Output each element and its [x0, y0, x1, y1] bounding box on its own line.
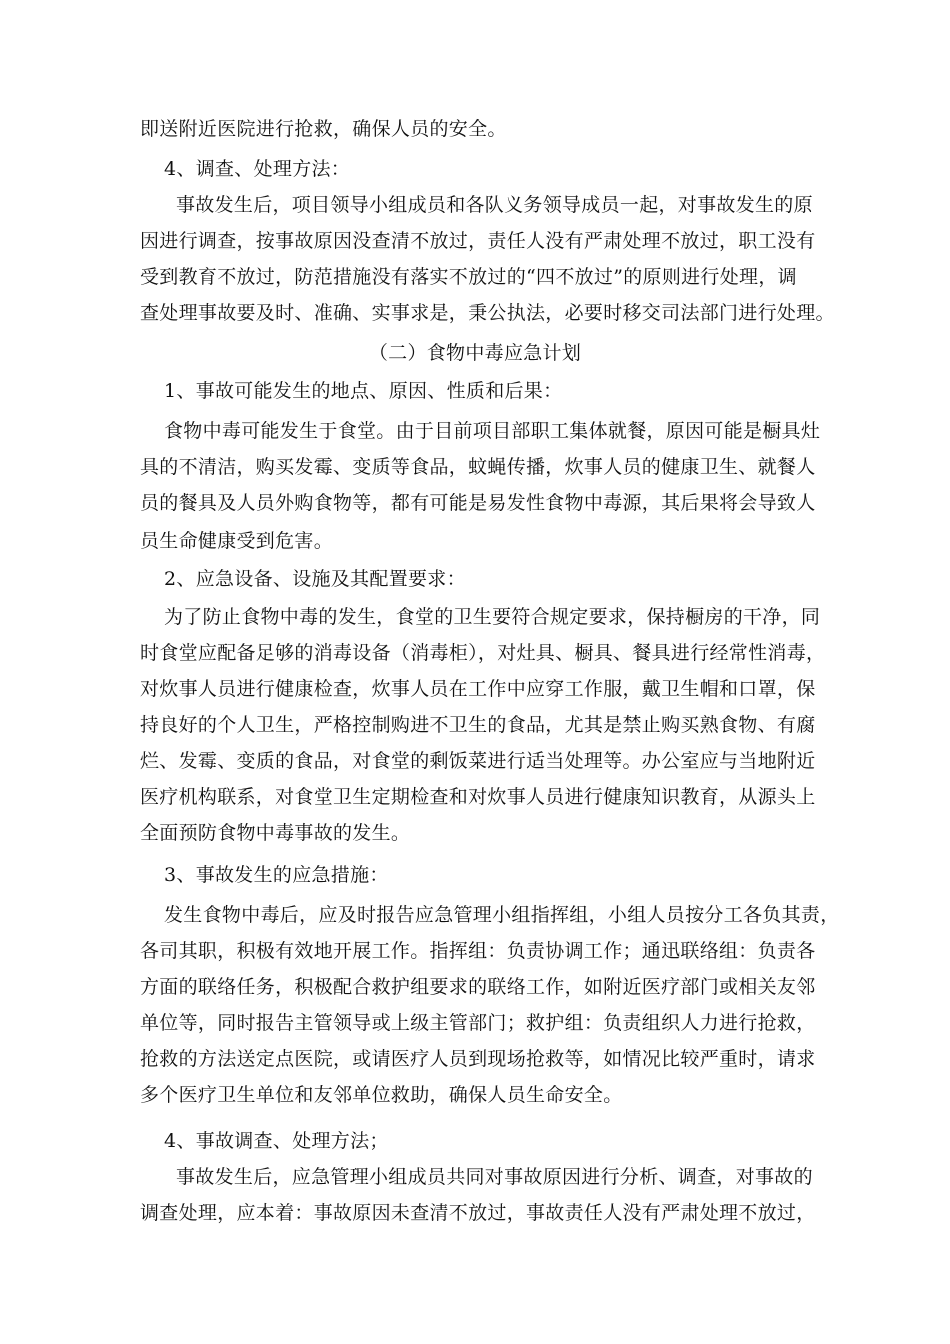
paragraph-line: 食物中毒可能发生于食堂。由于目前项目部职工集体就餐，原因可能是橱具灶 [164, 420, 821, 442]
paragraph-line: 对炊事人员进行健康检查，炊事人员在工作中应穿工作服，戴卫生帽和口罩，保 [140, 678, 816, 700]
paragraph-line: 发生食物中毒后，应及时报告应急管理小组指挥组，小组人员按分工各负其责， [164, 904, 840, 926]
paragraph-line: 调查处理，应本着：事故原因未查清不放过，事故责任人没有严肃处理不放过， [140, 1202, 816, 1224]
paragraph-line: 单位等，同时报告主管领导或上级主管部门；救护组：负责组织人力进行抢救， [140, 1012, 816, 1034]
paragraph-line: 因进行调查，按事故原因没查清不放过，责任人没有严肃处理不放过，职工没有 [140, 230, 816, 252]
paragraph-line: 即送附近医院进行抢救，确保人员的安全。 [140, 118, 507, 140]
paragraph-line: 员生命健康受到危害。 [140, 530, 334, 552]
section-heading: 2、应急设备、设施及其配置要求： [164, 568, 466, 590]
paragraph-line: 员的餐具及人员外购食物等，都有可能是易发性食物中毒源，其后果将会导致人 [140, 492, 816, 514]
paragraph-line: 各司其职，积极有效地开展工作。指挥组：负责协调工作；通迅联络组：负责各 [140, 940, 816, 962]
section-heading: 4、调查、处理方法： [164, 158, 351, 180]
paragraph-line: 受到教育不放过，防范措施没有落实不放过的“四不放过”的原则进行处理，调 [140, 266, 797, 288]
paragraph-line: 医疗机构联系，对食堂卫生定期检查和对炊事人员进行健康知识教育，从源头上 [140, 786, 816, 808]
section-heading: 3、事故发生的应急措施： [164, 864, 389, 886]
paragraph-line: 全面预防食物中毒事故的发生。 [140, 822, 411, 844]
paragraph-line: 烂、发霉、变质的食品，对食堂的剩饭菜进行适当处理等。办公室应与当地附近 [140, 750, 816, 772]
paragraph-line: 事故发生后，项目领导小组成员和各队义务领导成员一起，对事故发生的原 [176, 194, 813, 216]
paragraph-line: 抢救的方法送定点医院，或请医疗人员到现场抢救等，如情况比较严重时，请求 [140, 1048, 816, 1070]
paragraph-line: 持良好的个人卫生，严格控制购进不卫生的食品，尤其是禁止购买熟食物、有腐 [140, 714, 816, 736]
paragraph-line: 多个医疗卫生单位和友邻单位救助，确保人员生命安全。 [140, 1084, 623, 1106]
paragraph-line: 查处理事故要及时、准确、实事求是，秉公执法，必要时移交司法部门进行处理。 [140, 302, 835, 324]
paragraph-line: 时食堂应配备足够的消毒设备（消毒柜），对灶具、橱具、餐具进行经常性消毒， [140, 642, 826, 664]
paragraph-line: 事故发生后，应急管理小组成员共同对事故原因进行分析、调查，对事故的 [176, 1166, 813, 1188]
paragraph-line: 具的不清洁，购买发霉、变质等食品，蚊蝇传播，炊事人员的健康卫生、就餐人 [140, 456, 816, 478]
section-heading: 1、事故可能发生的地点、原因、性质和后果： [164, 380, 563, 402]
paragraph-line: 方面的联络任务，积极配合救护组要求的联络工作，如附近医疗部门或相关友邻 [140, 976, 816, 998]
section-title: （二）食物中毒应急计划 [368, 342, 582, 364]
section-heading: 4、事故调查、处理方法； [164, 1130, 389, 1152]
paragraph-line: 为了防止食物中毒的发生，食堂的卫生要符合规定要求，保持橱房的干净，同 [164, 606, 821, 628]
